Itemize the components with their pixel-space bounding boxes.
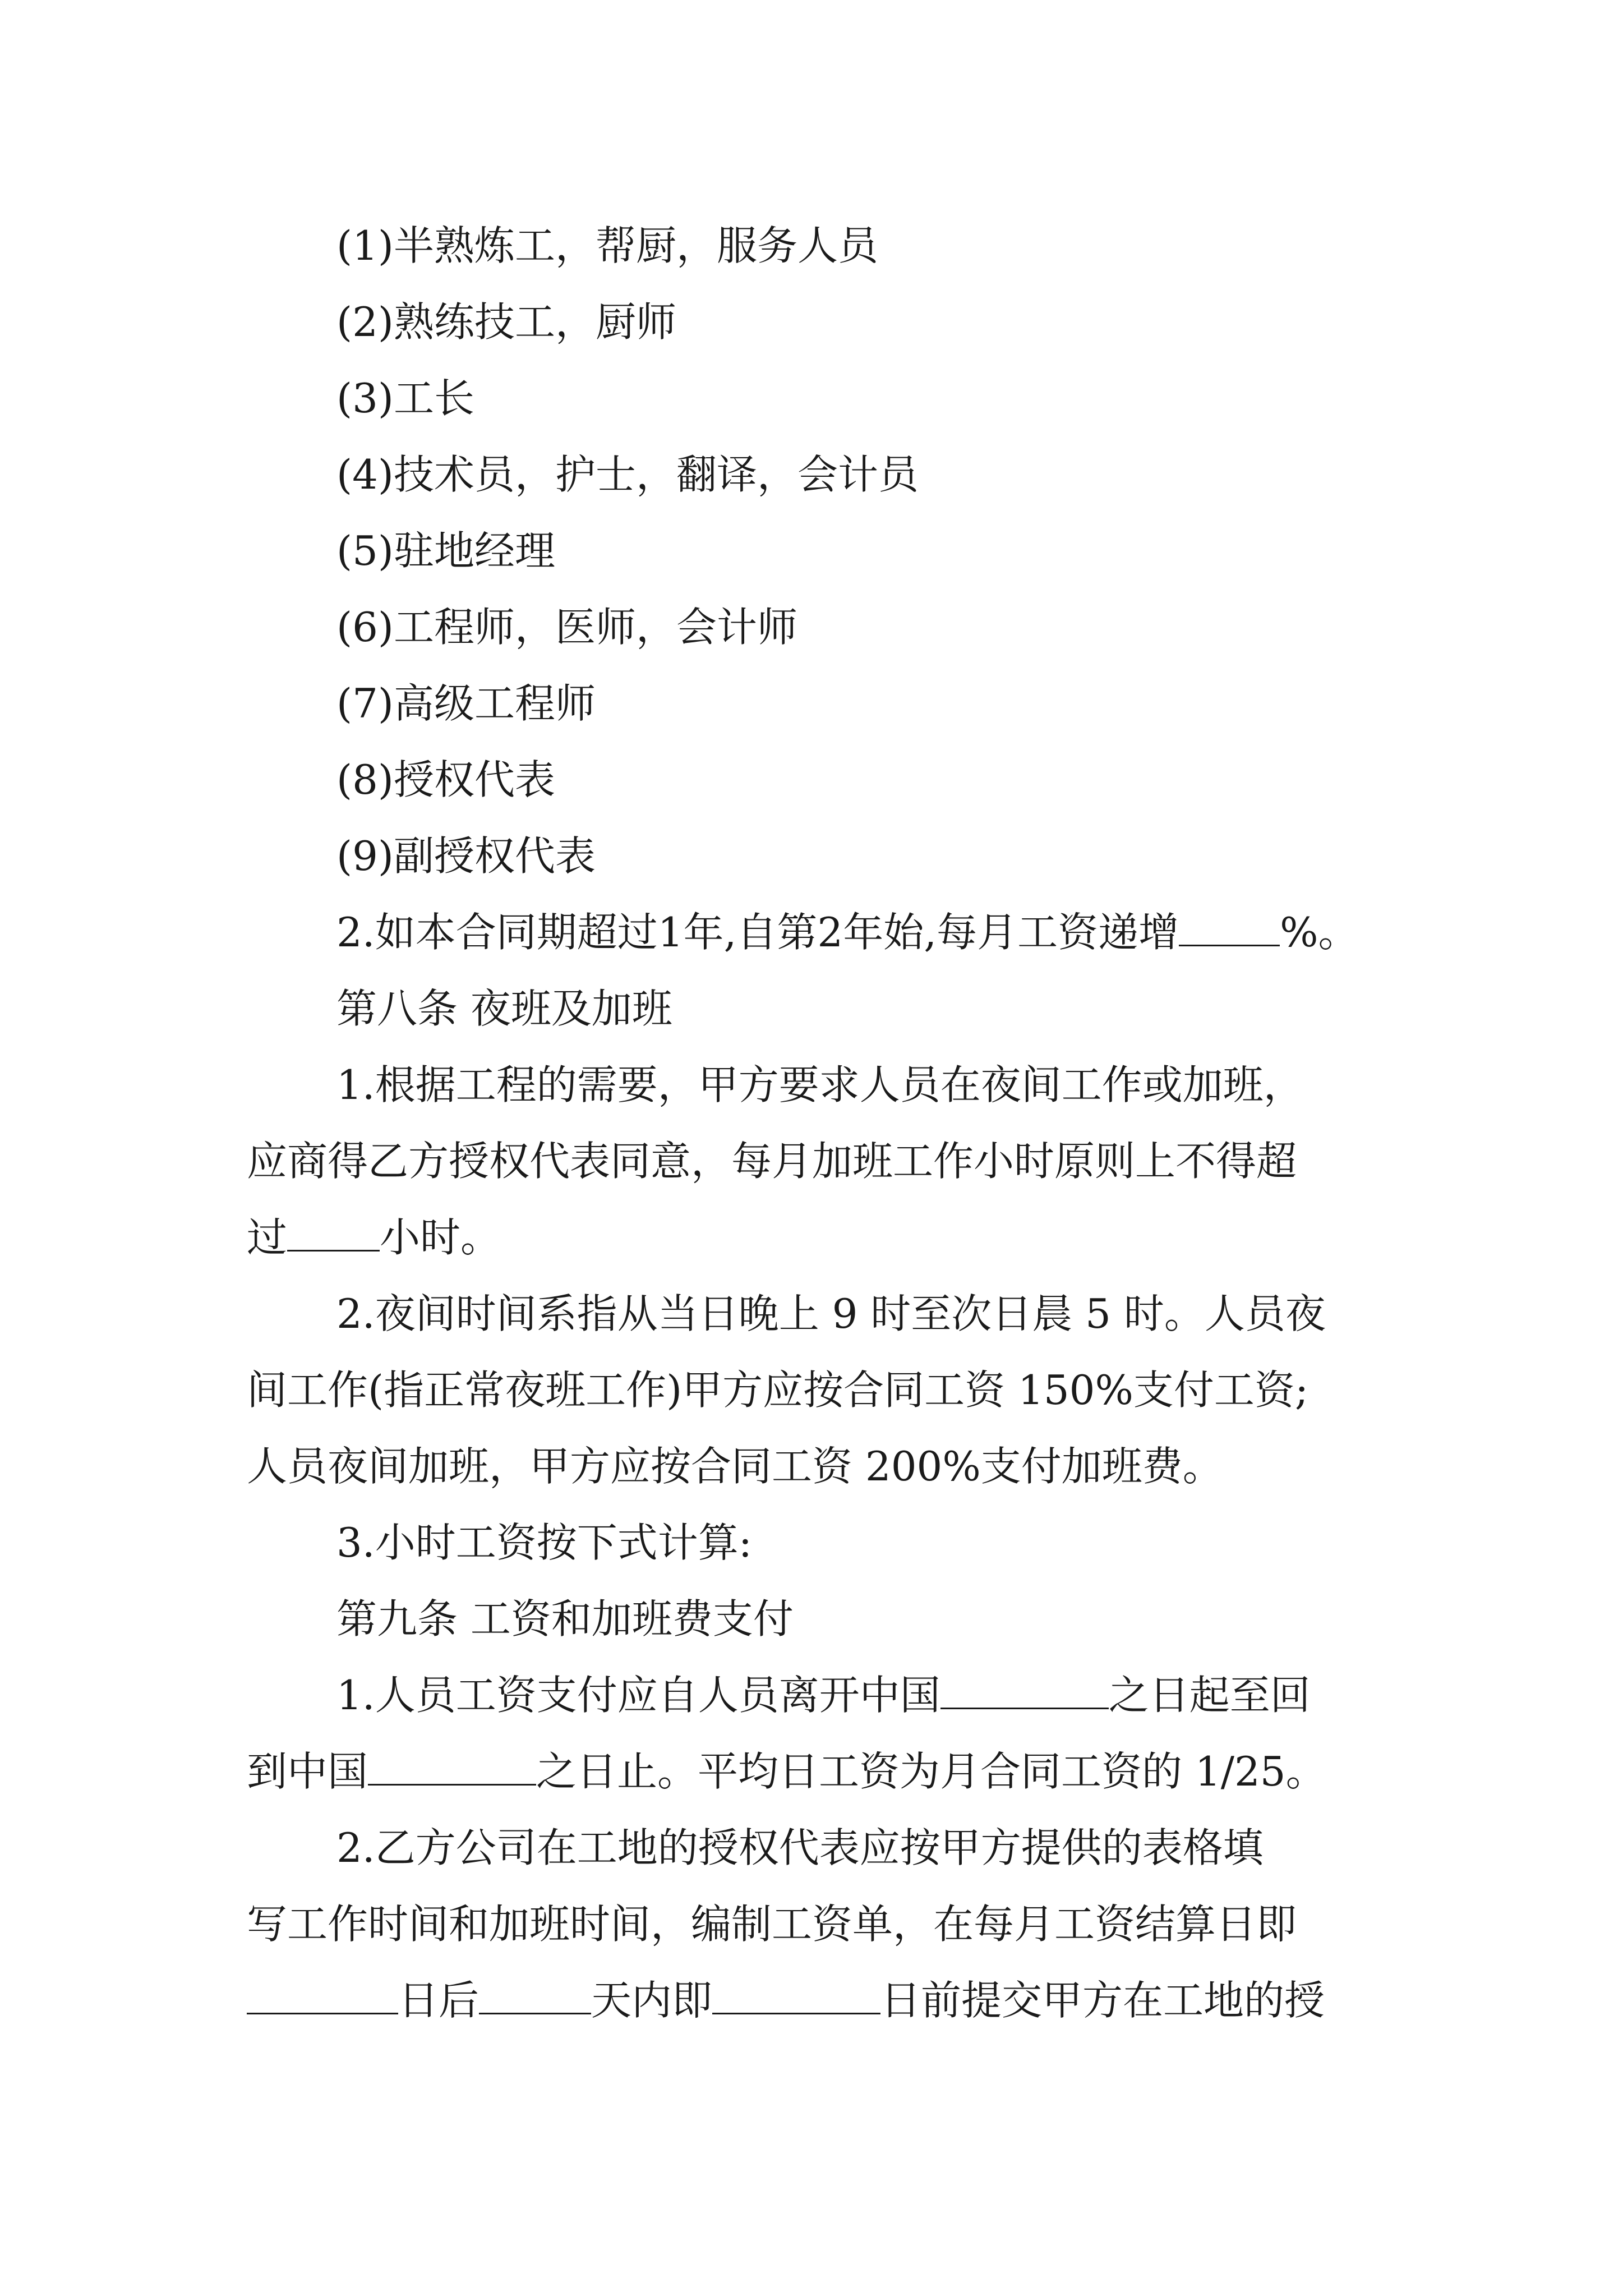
clause-text: 之日止。平均日工资为月合同工资的 1/25。 bbox=[536, 1748, 1326, 1795]
clause-text: 小时。 bbox=[380, 1214, 501, 1261]
clause-text: 日后 bbox=[398, 1977, 479, 2024]
article-8-1-line: 应商得乙方授权代表同意，每月加班工作小时原则上不得超 bbox=[247, 1138, 1297, 1185]
list-item: (8)授权代表 bbox=[336, 756, 555, 803]
article-9-2-line: 2.乙方公司在工地的授权代表应按甲方提供的表格填 bbox=[336, 1824, 1264, 1871]
list-item: (5)驻地经理 bbox=[336, 527, 555, 574]
list-item: (4)技术员，护士，翻译，会计员 bbox=[336, 451, 919, 498]
clause-text: 之日起至回 bbox=[1108, 1672, 1311, 1719]
article-9-1-line bbox=[247, 1657, 1380, 1733]
fill-blank bbox=[479, 2012, 591, 2014]
list-item: (2)熟练技工，厨师 bbox=[336, 298, 676, 346]
article-8-2-line: 间工作(指正常夜班工作)甲方应按合同工资 150%支付工资; bbox=[247, 1366, 1309, 1414]
fill-blank bbox=[247, 2012, 398, 2014]
clause-7-2 bbox=[247, 894, 1380, 970]
clause-text: 日前提交甲方在工地的授 bbox=[880, 1977, 1325, 2024]
list-item: (9)副授权代表 bbox=[336, 832, 596, 880]
clause-text: 过 bbox=[247, 1214, 288, 1261]
list-item: (6)工程师，医师，会计师 bbox=[336, 604, 797, 651]
document-body bbox=[247, 208, 1380, 2039]
fill-blank bbox=[940, 1707, 1109, 1709]
list-item: (3)工长 bbox=[336, 375, 474, 422]
list-item: (7)高级工程师 bbox=[336, 680, 596, 727]
clause-text: %。 bbox=[1280, 909, 1359, 956]
article-8-1-line: 1.根据工程的需要，甲方要求人员在夜间工作或加班， bbox=[336, 1061, 1304, 1108]
article-9-1-line bbox=[247, 1733, 1380, 1810]
article-8-2-line: 2.夜间时间系指从当日晚上 9 时至次日晨 5 时。人员夜 bbox=[336, 1290, 1326, 1337]
clause-text: 天内即 bbox=[591, 1977, 713, 2024]
fill-blank bbox=[712, 2012, 880, 2014]
clause-text: 到中国 bbox=[247, 1748, 368, 1795]
fill-blank bbox=[368, 1783, 536, 1786]
article-8-2-line: 人员夜间加班，甲方应按合同工资 200%支付加班费。 bbox=[247, 1443, 1223, 1490]
article-8-1-line bbox=[247, 1199, 1380, 1276]
fill-blank bbox=[1179, 944, 1280, 946]
article-8-3: 3.小时工资按下式计算: bbox=[336, 1519, 752, 1566]
list-item: (1)半熟炼工，帮厨，服务人员 bbox=[336, 222, 878, 269]
fill-blank bbox=[287, 1249, 380, 1251]
article-9-2-line: 写工作时间和加班时间，编制工资单，在每月工资结算日即 bbox=[247, 1901, 1297, 1948]
clause-text: 1.人员工资支付应自人员离开中国 bbox=[336, 1672, 940, 1719]
article-8-title: 第八条 夜班及加班 bbox=[336, 985, 672, 1032]
clause-text: 2.如本合同期超过1年,自第2年始,每月工资递增 bbox=[336, 909, 1179, 956]
article-9-title: 第九条 工资和加班费支付 bbox=[336, 1595, 794, 1642]
article-9-2-line bbox=[247, 1962, 1380, 2039]
